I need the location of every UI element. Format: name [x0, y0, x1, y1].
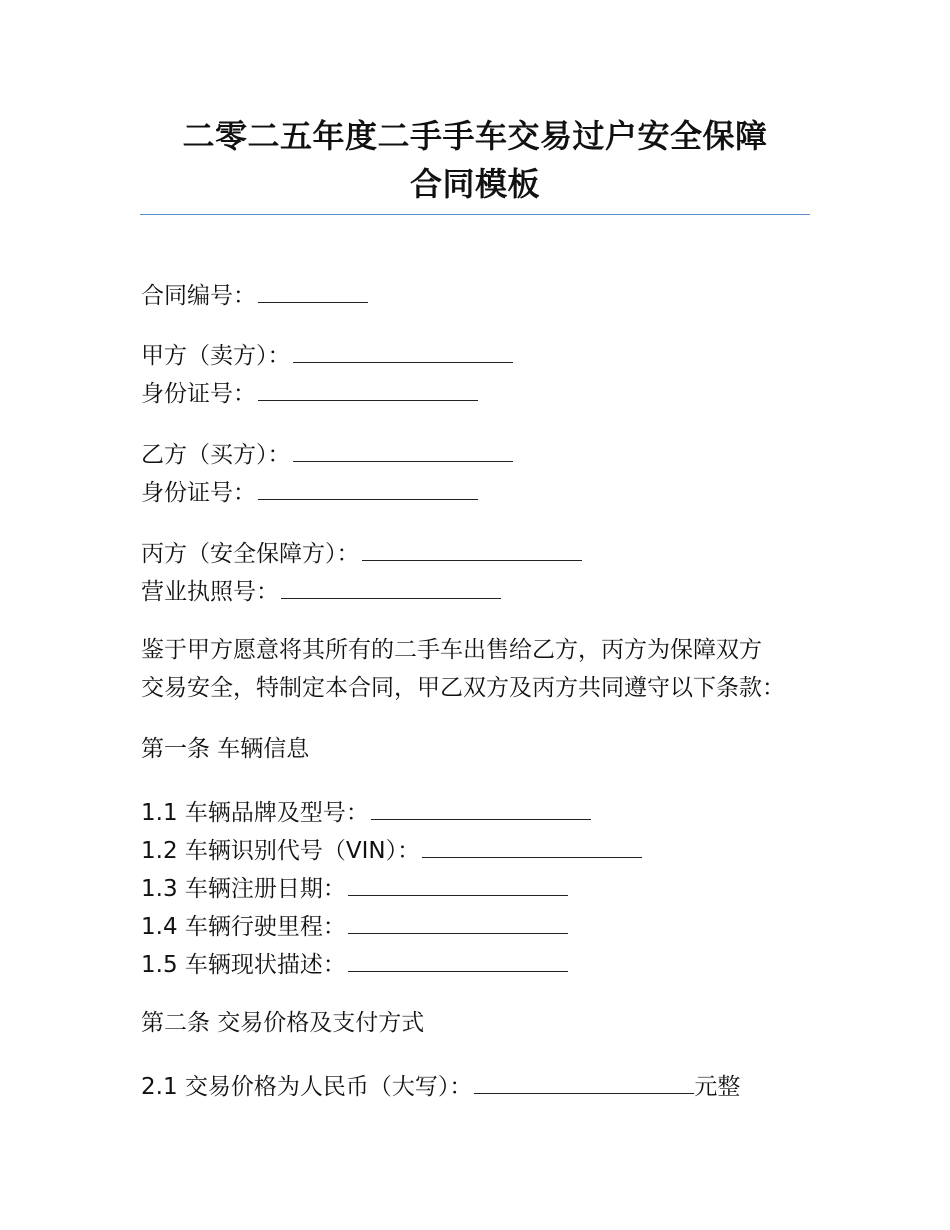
vehicle-registration-label: 1.3 车辆注册日期：: [141, 876, 346, 902]
article-1-heading: 第一条 车辆信息: [141, 736, 310, 762]
party-a-label: 甲方（卖方）：: [141, 343, 291, 369]
vehicle-condition-label: 1.5 车辆现状描述：: [141, 952, 346, 978]
party-a-id-label: 身份证号：: [141, 381, 256, 407]
transaction-price-label: 2.1 交易价格为人民币（大写）：: [141, 1074, 473, 1100]
party-c-license-label: 营业执照号：: [141, 579, 279, 605]
transaction-price-line: [141, 1069, 740, 1102]
preamble-line-1: 鉴于甲方愿意将其所有的二手车出售给乙方，丙方为保障双方: [141, 637, 762, 663]
party-b-id-label: 身份证号：: [141, 480, 256, 506]
vehicle-condition-line: [141, 947, 568, 980]
vehicle-brand-label: 1.1 车辆品牌及型号：: [141, 800, 369, 826]
party-b-id-line: [141, 475, 478, 508]
preamble-line-2: 交易安全，特制定本合同，甲乙双方及丙方共同遵守以下条款：: [141, 675, 785, 701]
party-a-id-line: [141, 376, 478, 409]
vehicle-registration-line: [141, 871, 568, 904]
vehicle-brand-line: [141, 795, 591, 828]
title-line-2: 合同模板: [409, 165, 540, 203]
party-b-label: 乙方（买方）：: [141, 442, 291, 468]
party-b-id-blank: [258, 475, 478, 500]
contract-number-blank: [258, 278, 368, 303]
party-a-blank: [293, 338, 513, 363]
document-title: [140, 112, 810, 208]
contract-number-label: 合同编号：: [141, 283, 256, 309]
party-c-license-blank: [281, 574, 501, 599]
title-divider: [140, 214, 810, 215]
party-a-line: [141, 338, 513, 371]
vehicle-condition-blank: [348, 947, 568, 972]
vehicle-vin-blank: [422, 833, 642, 858]
vehicle-mileage-label: 1.4 车辆行驶里程：: [141, 914, 346, 940]
party-a-id-blank: [258, 376, 478, 401]
party-c-license-line: [141, 574, 501, 607]
vehicle-vin-line: [141, 833, 642, 866]
vehicle-vin-label: 1.2 车辆识别代号（VIN）：: [141, 838, 421, 864]
party-c-blank: [362, 536, 582, 561]
article-2-heading: 第二条 交易价格及支付方式: [141, 1010, 425, 1036]
party-c-line: [141, 536, 582, 569]
party-b-line: [141, 437, 513, 470]
contract-number-line: [141, 278, 368, 311]
title-line-1: 二零二五年度二手手车交易过户安全保障: [182, 117, 768, 155]
transaction-price-blank: [474, 1069, 694, 1094]
party-b-blank: [293, 437, 513, 462]
vehicle-mileage-line: [141, 909, 568, 942]
transaction-price-suffix: 元整: [694, 1074, 741, 1100]
vehicle-registration-blank: [348, 871, 568, 896]
vehicle-mileage-blank: [348, 909, 568, 934]
vehicle-brand-blank: [371, 795, 591, 820]
party-c-label: 丙方（安全保障方）：: [141, 541, 360, 567]
